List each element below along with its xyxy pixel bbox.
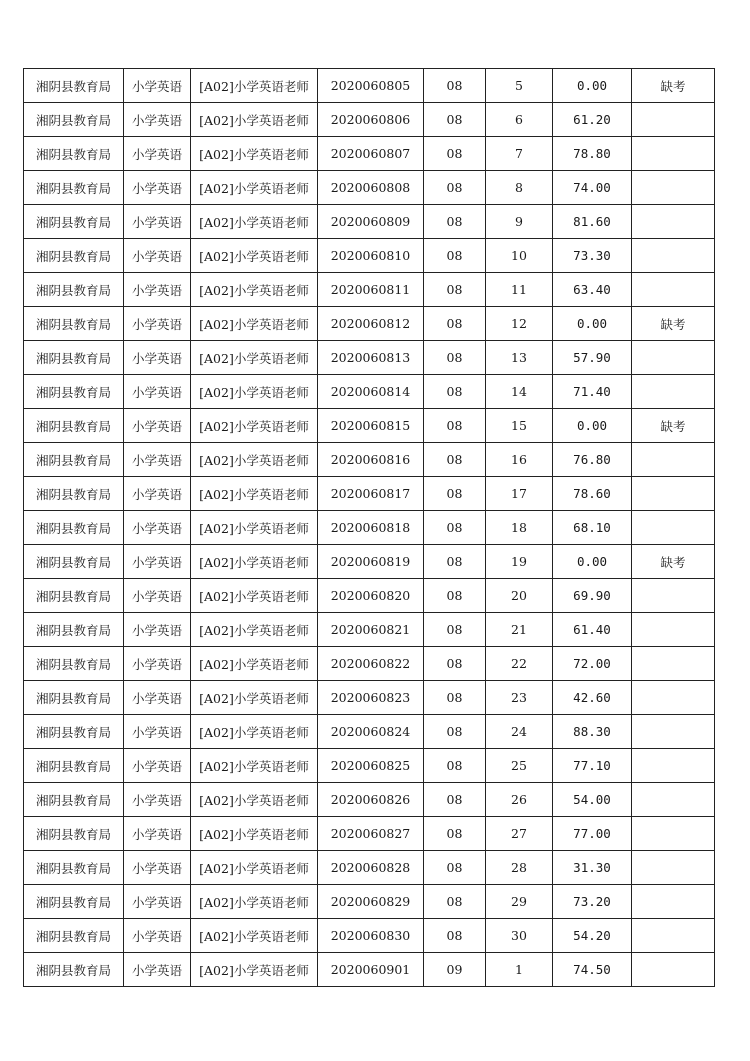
score-cell: 54.00 bbox=[553, 783, 632, 817]
score-cell: 57.90 bbox=[553, 341, 632, 375]
table-row bbox=[24, 715, 715, 749]
post-cell: [A02]小学英语老师 bbox=[191, 137, 318, 171]
subject-cell: 小学英语 bbox=[124, 137, 191, 171]
ticket-number-cell: 2020060830 bbox=[318, 919, 424, 953]
ticket-number-cell: 2020060829 bbox=[318, 885, 424, 919]
score-cell: 73.30 bbox=[553, 239, 632, 273]
post-cell: [A02]小学英语老师 bbox=[191, 205, 318, 239]
score-cell: 78.80 bbox=[553, 137, 632, 171]
seat-number-cell: 17 bbox=[486, 477, 553, 511]
remark-cell bbox=[632, 749, 715, 783]
table-row bbox=[24, 885, 715, 919]
subject-cell: 小学英语 bbox=[124, 817, 191, 851]
subject-cell: 小学英语 bbox=[124, 749, 191, 783]
seat-number-cell: 28 bbox=[486, 851, 553, 885]
score-cell: 0.00 bbox=[553, 545, 632, 579]
exam-room-cell: 08 bbox=[424, 681, 486, 715]
seat-number-cell: 5 bbox=[486, 69, 553, 103]
org-cell: 湘阴县教育局 bbox=[24, 137, 124, 171]
exam-room-cell: 08 bbox=[424, 647, 486, 681]
exam-room-cell: 08 bbox=[424, 783, 486, 817]
remark-cell bbox=[632, 443, 715, 477]
remark-cell bbox=[632, 647, 715, 681]
subject-cell: 小学英语 bbox=[124, 273, 191, 307]
score-cell: 73.20 bbox=[553, 885, 632, 919]
seat-number-cell: 22 bbox=[486, 647, 553, 681]
ticket-number-cell: 2020060824 bbox=[318, 715, 424, 749]
remark-cell bbox=[632, 205, 715, 239]
score-cell: 78.60 bbox=[553, 477, 632, 511]
org-cell: 湘阴县教育局 bbox=[24, 307, 124, 341]
ticket-number-cell: 2020060818 bbox=[318, 511, 424, 545]
ticket-number-cell: 2020060809 bbox=[318, 205, 424, 239]
exam-room-cell: 08 bbox=[424, 851, 486, 885]
table-row bbox=[24, 783, 715, 817]
table-row bbox=[24, 681, 715, 715]
ticket-number-cell: 2020060825 bbox=[318, 749, 424, 783]
ticket-number-cell: 2020060819 bbox=[318, 545, 424, 579]
seat-number-cell: 15 bbox=[486, 409, 553, 443]
post-cell: [A02]小学英语老师 bbox=[191, 409, 318, 443]
table-row bbox=[24, 817, 715, 851]
ticket-number-cell: 2020060812 bbox=[318, 307, 424, 341]
exam-room-cell: 08 bbox=[424, 545, 486, 579]
remark-cell bbox=[632, 885, 715, 919]
post-cell: [A02]小学英语老师 bbox=[191, 851, 318, 885]
exam-room-cell: 09 bbox=[424, 953, 486, 987]
score-cell: 71.40 bbox=[553, 375, 632, 409]
remark-cell bbox=[632, 851, 715, 885]
remark-cell bbox=[632, 375, 715, 409]
score-cell: 72.00 bbox=[553, 647, 632, 681]
score-table bbox=[23, 68, 715, 987]
remark-cell: 缺考 bbox=[632, 409, 715, 443]
seat-number-cell: 16 bbox=[486, 443, 553, 477]
org-cell: 湘阴县教育局 bbox=[24, 817, 124, 851]
subject-cell: 小学英语 bbox=[124, 919, 191, 953]
org-cell: 湘阴县教育局 bbox=[24, 579, 124, 613]
remark-cell bbox=[632, 953, 715, 987]
remark-cell bbox=[632, 171, 715, 205]
table-row bbox=[24, 69, 715, 103]
ticket-number-cell: 2020060826 bbox=[318, 783, 424, 817]
org-cell: 湘阴县教育局 bbox=[24, 511, 124, 545]
post-cell: [A02]小学英语老师 bbox=[191, 953, 318, 987]
remark-cell bbox=[632, 681, 715, 715]
post-cell: [A02]小学英语老师 bbox=[191, 477, 318, 511]
exam-room-cell: 08 bbox=[424, 307, 486, 341]
ticket-number-cell: 2020060814 bbox=[318, 375, 424, 409]
org-cell: 湘阴县教育局 bbox=[24, 409, 124, 443]
score-cell: 31.30 bbox=[553, 851, 632, 885]
seat-number-cell: 12 bbox=[486, 307, 553, 341]
post-cell: [A02]小学英语老师 bbox=[191, 103, 318, 137]
exam-room-cell: 08 bbox=[424, 443, 486, 477]
exam-room-cell: 08 bbox=[424, 477, 486, 511]
org-cell: 湘阴县教育局 bbox=[24, 545, 124, 579]
score-cell: 74.50 bbox=[553, 953, 632, 987]
org-cell: 湘阴县教育局 bbox=[24, 647, 124, 681]
post-cell: [A02]小学英语老师 bbox=[191, 443, 318, 477]
org-cell: 湘阴县教育局 bbox=[24, 273, 124, 307]
seat-number-cell: 20 bbox=[486, 579, 553, 613]
exam-room-cell: 08 bbox=[424, 409, 486, 443]
remark-cell bbox=[632, 137, 715, 171]
seat-number-cell: 23 bbox=[486, 681, 553, 715]
org-cell: 湘阴县教育局 bbox=[24, 341, 124, 375]
post-cell: [A02]小学英语老师 bbox=[191, 681, 318, 715]
exam-room-cell: 08 bbox=[424, 715, 486, 749]
seat-number-cell: 26 bbox=[486, 783, 553, 817]
ticket-number-cell: 2020060808 bbox=[318, 171, 424, 205]
score-cell: 69.90 bbox=[553, 579, 632, 613]
remark-cell: 缺考 bbox=[632, 69, 715, 103]
org-cell: 湘阴县教育局 bbox=[24, 953, 124, 987]
remark-cell bbox=[632, 817, 715, 851]
org-cell: 湘阴县教育局 bbox=[24, 749, 124, 783]
remark-cell bbox=[632, 341, 715, 375]
ticket-number-cell: 2020060807 bbox=[318, 137, 424, 171]
seat-number-cell: 6 bbox=[486, 103, 553, 137]
seat-number-cell: 13 bbox=[486, 341, 553, 375]
table-row bbox=[24, 749, 715, 783]
ticket-number-cell: 2020060821 bbox=[318, 613, 424, 647]
org-cell: 湘阴县教育局 bbox=[24, 69, 124, 103]
subject-cell: 小学英语 bbox=[124, 715, 191, 749]
org-cell: 湘阴县教育局 bbox=[24, 783, 124, 817]
subject-cell: 小学英语 bbox=[124, 681, 191, 715]
post-cell: [A02]小学英语老师 bbox=[191, 647, 318, 681]
org-cell: 湘阴县教育局 bbox=[24, 851, 124, 885]
org-cell: 湘阴县教育局 bbox=[24, 919, 124, 953]
post-cell: [A02]小学英语老师 bbox=[191, 545, 318, 579]
ticket-number-cell: 2020060822 bbox=[318, 647, 424, 681]
ticket-number-cell: 2020060815 bbox=[318, 409, 424, 443]
table-row bbox=[24, 613, 715, 647]
ticket-number-cell: 2020060828 bbox=[318, 851, 424, 885]
post-cell: [A02]小学英语老师 bbox=[191, 307, 318, 341]
ticket-number-cell: 2020060827 bbox=[318, 817, 424, 851]
ticket-number-cell: 2020060813 bbox=[318, 341, 424, 375]
table-row bbox=[24, 341, 715, 375]
ticket-number-cell: 2020060823 bbox=[318, 681, 424, 715]
ticket-number-cell: 2020060817 bbox=[318, 477, 424, 511]
exam-room-cell: 08 bbox=[424, 103, 486, 137]
table-row bbox=[24, 579, 715, 613]
exam-room-cell: 08 bbox=[424, 171, 486, 205]
post-cell: [A02]小学英语老师 bbox=[191, 783, 318, 817]
exam-room-cell: 08 bbox=[424, 885, 486, 919]
exam-room-cell: 08 bbox=[424, 205, 486, 239]
table-row bbox=[24, 953, 715, 987]
exam-room-cell: 08 bbox=[424, 239, 486, 273]
table-row bbox=[24, 171, 715, 205]
subject-cell: 小学英语 bbox=[124, 851, 191, 885]
org-cell: 湘阴县教育局 bbox=[24, 715, 124, 749]
subject-cell: 小学英语 bbox=[124, 341, 191, 375]
seat-number-cell: 27 bbox=[486, 817, 553, 851]
post-cell: [A02]小学英语老师 bbox=[191, 885, 318, 919]
remark-cell: 缺考 bbox=[632, 307, 715, 341]
post-cell: [A02]小学英语老师 bbox=[191, 239, 318, 273]
remark-cell bbox=[632, 613, 715, 647]
seat-number-cell: 11 bbox=[486, 273, 553, 307]
org-cell: 湘阴县教育局 bbox=[24, 239, 124, 273]
subject-cell: 小学英语 bbox=[124, 103, 191, 137]
table-row bbox=[24, 545, 715, 579]
subject-cell: 小学英语 bbox=[124, 647, 191, 681]
org-cell: 湘阴县教育局 bbox=[24, 613, 124, 647]
table-row bbox=[24, 307, 715, 341]
remark-cell bbox=[632, 477, 715, 511]
subject-cell: 小学英语 bbox=[124, 579, 191, 613]
exam-room-cell: 08 bbox=[424, 375, 486, 409]
table-row bbox=[24, 851, 715, 885]
table-row bbox=[24, 273, 715, 307]
post-cell: [A02]小学英语老师 bbox=[191, 715, 318, 749]
remark-cell bbox=[632, 511, 715, 545]
exam-room-cell: 08 bbox=[424, 69, 486, 103]
score-cell: 74.00 bbox=[553, 171, 632, 205]
exam-room-cell: 08 bbox=[424, 749, 486, 783]
table-row bbox=[24, 409, 715, 443]
subject-cell: 小学英语 bbox=[124, 885, 191, 919]
exam-room-cell: 08 bbox=[424, 341, 486, 375]
table-row bbox=[24, 919, 715, 953]
ticket-number-cell: 2020060820 bbox=[318, 579, 424, 613]
table-row bbox=[24, 375, 715, 409]
score-cell: 63.40 bbox=[553, 273, 632, 307]
subject-cell: 小学英语 bbox=[124, 443, 191, 477]
table-row bbox=[24, 103, 715, 137]
remark-cell bbox=[632, 273, 715, 307]
ticket-number-cell: 2020060806 bbox=[318, 103, 424, 137]
seat-number-cell: 1 bbox=[486, 953, 553, 987]
remark-cell bbox=[632, 579, 715, 613]
subject-cell: 小学英语 bbox=[124, 205, 191, 239]
ticket-number-cell: 2020060901 bbox=[318, 953, 424, 987]
org-cell: 湘阴县教育局 bbox=[24, 477, 124, 511]
ticket-number-cell: 2020060816 bbox=[318, 443, 424, 477]
score-cell: 61.40 bbox=[553, 613, 632, 647]
post-cell: [A02]小学英语老师 bbox=[191, 171, 318, 205]
subject-cell: 小学英语 bbox=[124, 613, 191, 647]
subject-cell: 小学英语 bbox=[124, 545, 191, 579]
subject-cell: 小学英语 bbox=[124, 511, 191, 545]
post-cell: [A02]小学英语老师 bbox=[191, 749, 318, 783]
org-cell: 湘阴县教育局 bbox=[24, 681, 124, 715]
org-cell: 湘阴县教育局 bbox=[24, 103, 124, 137]
ticket-number-cell: 2020060810 bbox=[318, 239, 424, 273]
subject-cell: 小学英语 bbox=[124, 409, 191, 443]
subject-cell: 小学英语 bbox=[124, 171, 191, 205]
org-cell: 湘阴县教育局 bbox=[24, 443, 124, 477]
table-row bbox=[24, 511, 715, 545]
org-cell: 湘阴县教育局 bbox=[24, 171, 124, 205]
subject-cell: 小学英语 bbox=[124, 477, 191, 511]
remark-cell bbox=[632, 715, 715, 749]
seat-number-cell: 7 bbox=[486, 137, 553, 171]
score-cell: 0.00 bbox=[553, 307, 632, 341]
seat-number-cell: 14 bbox=[486, 375, 553, 409]
post-cell: [A02]小学英语老师 bbox=[191, 69, 318, 103]
exam-room-cell: 08 bbox=[424, 137, 486, 171]
score-cell: 68.10 bbox=[553, 511, 632, 545]
table-row bbox=[24, 239, 715, 273]
remark-cell bbox=[632, 783, 715, 817]
table-row bbox=[24, 647, 715, 681]
ticket-number-cell: 2020060811 bbox=[318, 273, 424, 307]
exam-room-cell: 08 bbox=[424, 919, 486, 953]
exam-room-cell: 08 bbox=[424, 817, 486, 851]
seat-number-cell: 30 bbox=[486, 919, 553, 953]
subject-cell: 小学英语 bbox=[124, 239, 191, 273]
ticket-number-cell: 2020060805 bbox=[318, 69, 424, 103]
exam-room-cell: 08 bbox=[424, 273, 486, 307]
post-cell: [A02]小学英语老师 bbox=[191, 273, 318, 307]
seat-number-cell: 9 bbox=[486, 205, 553, 239]
score-cell: 42.60 bbox=[553, 681, 632, 715]
table-row bbox=[24, 477, 715, 511]
org-cell: 湘阴县教育局 bbox=[24, 885, 124, 919]
exam-room-cell: 08 bbox=[424, 511, 486, 545]
org-cell: 湘阴县教育局 bbox=[24, 375, 124, 409]
table-row bbox=[24, 137, 715, 171]
remark-cell bbox=[632, 919, 715, 953]
score-cell: 88.30 bbox=[553, 715, 632, 749]
seat-number-cell: 29 bbox=[486, 885, 553, 919]
post-cell: [A02]小学英语老师 bbox=[191, 817, 318, 851]
score-cell: 77.00 bbox=[553, 817, 632, 851]
score-cell: 81.60 bbox=[553, 205, 632, 239]
post-cell: [A02]小学英语老师 bbox=[191, 375, 318, 409]
exam-room-cell: 08 bbox=[424, 579, 486, 613]
seat-number-cell: 8 bbox=[486, 171, 553, 205]
seat-number-cell: 18 bbox=[486, 511, 553, 545]
org-cell: 湘阴县教育局 bbox=[24, 205, 124, 239]
subject-cell: 小学英语 bbox=[124, 783, 191, 817]
subject-cell: 小学英语 bbox=[124, 375, 191, 409]
remark-cell bbox=[632, 239, 715, 273]
subject-cell: 小学英语 bbox=[124, 307, 191, 341]
post-cell: [A02]小学英语老师 bbox=[191, 511, 318, 545]
post-cell: [A02]小学英语老师 bbox=[191, 919, 318, 953]
seat-number-cell: 24 bbox=[486, 715, 553, 749]
score-cell: 76.80 bbox=[553, 443, 632, 477]
table-row bbox=[24, 205, 715, 239]
seat-number-cell: 21 bbox=[486, 613, 553, 647]
post-cell: [A02]小学英语老师 bbox=[191, 613, 318, 647]
score-cell: 54.20 bbox=[553, 919, 632, 953]
seat-number-cell: 19 bbox=[486, 545, 553, 579]
subject-cell: 小学英语 bbox=[124, 69, 191, 103]
score-cell: 61.20 bbox=[553, 103, 632, 137]
seat-number-cell: 25 bbox=[486, 749, 553, 783]
score-cell: 77.10 bbox=[553, 749, 632, 783]
post-cell: [A02]小学英语老师 bbox=[191, 341, 318, 375]
remark-cell: 缺考 bbox=[632, 545, 715, 579]
score-cell: 0.00 bbox=[553, 409, 632, 443]
post-cell: [A02]小学英语老师 bbox=[191, 579, 318, 613]
table-row bbox=[24, 443, 715, 477]
score-cell: 0.00 bbox=[553, 69, 632, 103]
table-body bbox=[24, 69, 715, 987]
subject-cell: 小学英语 bbox=[124, 953, 191, 987]
remark-cell bbox=[632, 103, 715, 137]
seat-number-cell: 10 bbox=[486, 239, 553, 273]
exam-room-cell: 08 bbox=[424, 613, 486, 647]
